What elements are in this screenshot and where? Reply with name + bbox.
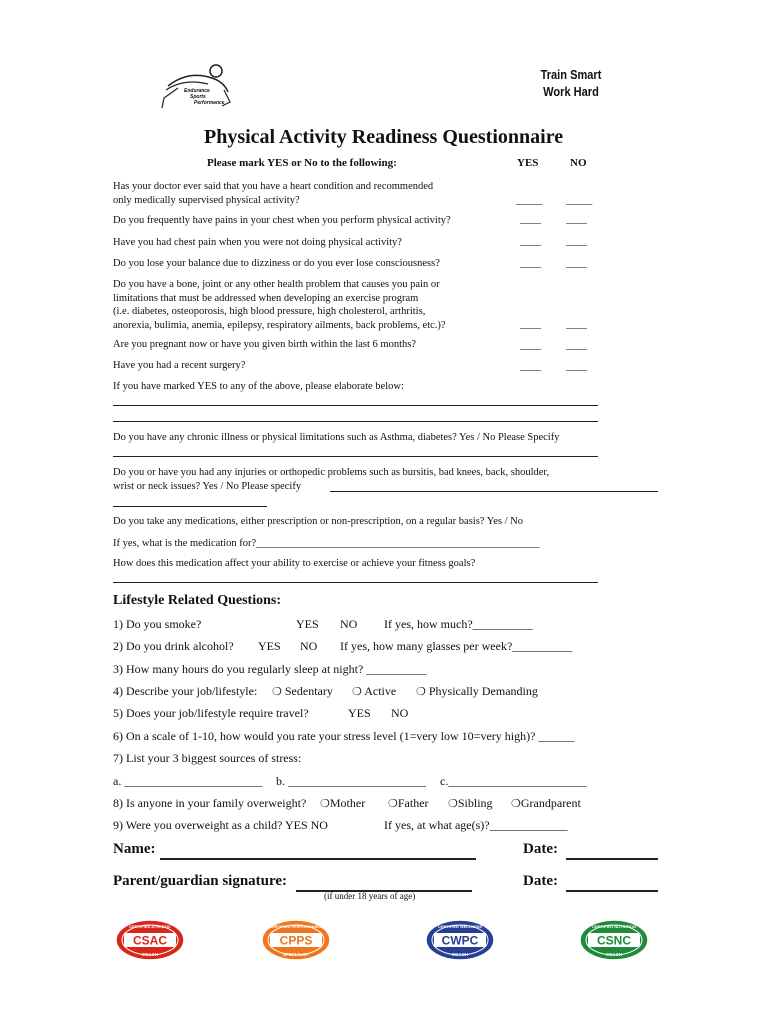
option-label: Sedentary (284, 684, 333, 698)
guardian-label: Parent/guardian signature: (113, 873, 288, 889)
option-label: Mother (329, 796, 366, 810)
col-no-header: NO (570, 157, 587, 169)
answer-no-4[interactable]: ____ (566, 258, 587, 269)
name-label: Name: (113, 841, 156, 857)
badge-code: CSAC (132, 933, 168, 948)
answer-yes-2[interactable]: ____ (520, 214, 541, 225)
badge-csnc (578, 918, 650, 967)
logo (158, 62, 240, 114)
csac-badge-icon (114, 918, 186, 962)
answer-no-5[interactable]: ____ (566, 319, 587, 330)
lifestyle-q7: 7) List your 3 biggest sources of stress: (113, 751, 302, 765)
q5-yes[interactable]: YES (348, 706, 371, 720)
q2-follow[interactable]: If yes, how many glasses per week?__________ (340, 639, 573, 653)
checkbox-circle-icon: ❍ (352, 686, 362, 698)
badge-top: CERTIFIED PERFORMANCE (269, 924, 323, 929)
answer-yes-1[interactable]: _____ (516, 195, 543, 206)
answer-yes-7[interactable]: ____ (520, 361, 541, 372)
q8-option-father[interactable] (388, 796, 429, 811)
question-text: limitations that must be addressed when developing an exercise program (113, 292, 419, 304)
q2-yes[interactable]: YES (258, 639, 281, 653)
question-text: only medically supervised physical activity? (113, 194, 300, 206)
lifestyle-q5: 5) Does your job/lifestyle require travel? (113, 706, 309, 720)
checkbox-circle-icon: ❍ (416, 686, 426, 698)
medication-affect-line[interactable] (113, 582, 598, 583)
lifestyle-q2: 2) Do you drink alcohol? (113, 639, 234, 653)
question-text: Do you frequently have pains in your chest when you perform physical activity? (113, 215, 451, 226)
lifestyle-q8: 8) Is anyone in your family overweight? (113, 796, 307, 810)
checkbox-circle-icon: ❍ (511, 798, 521, 810)
slogan-line: Work Hard (543, 84, 599, 99)
chronic-question: Do you have any chronic illness or physical limitations such as Asthma, diabetes? Yes / No Please Specify (113, 432, 560, 443)
instructions: Please mark YES or No to the following: (207, 157, 397, 169)
option-label: Grandparent (520, 796, 581, 810)
q1-follow[interactable]: If yes, how much?__________ (384, 617, 533, 631)
q7-c[interactable]: c._______________________ (440, 774, 587, 788)
lifestyle-q3[interactable]: 3) How many hours do you regularly sleep at night? __________ (113, 662, 427, 676)
q4-option-active[interactable] (352, 684, 396, 699)
badge-top: CERTIFIED WELLNESS (437, 924, 483, 929)
date-label-2: Date: (523, 873, 558, 889)
badge-code: CWPC (441, 933, 479, 948)
cwpc-badge-icon (424, 918, 496, 962)
question-text: Have you had chest pain when you were not doing physical activity? (113, 237, 402, 248)
option-label: Father (397, 796, 429, 810)
q7-a[interactable]: a. _______________________ (113, 774, 263, 788)
question-text: Do you lose your balance due to dizziness or do you ever lose consciousness? (113, 258, 440, 269)
page-title: Physical Activity Readiness Questionnaire (204, 126, 564, 148)
question-1 (113, 180, 433, 207)
option-label: Physically Demanding (428, 684, 538, 698)
checkbox-circle-icon: ❍ (320, 798, 330, 810)
injuries-answer-line[interactable] (330, 491, 658, 492)
answer-yes-5[interactable]: ____ (520, 319, 541, 330)
badge-csac (114, 918, 186, 967)
chronic-answer-line[interactable] (113, 456, 598, 457)
answer-no-6[interactable]: ____ (566, 340, 587, 351)
logo-text: Endurance (184, 88, 210, 94)
q4-option-sedentary[interactable] (272, 684, 333, 699)
q5-no[interactable]: NO (391, 706, 409, 720)
badge-cpps (260, 918, 332, 967)
q8-option-sibling[interactable] (448, 796, 493, 811)
elaborate-line-1[interactable] (113, 405, 598, 406)
logo-text: Performance (194, 100, 225, 106)
q1-no[interactable]: NO (340, 617, 358, 631)
badge-top: CERTIFIED ATHLETIC (129, 924, 171, 929)
badge-cwpc (424, 918, 496, 967)
badge-bottom: COACH (605, 952, 623, 957)
elaborate-line-2[interactable] (113, 421, 598, 422)
question-text: Do you or have you had any injuries or orthopedic problems such as bursitis, bad knees, back, shoulder, (113, 467, 550, 478)
badge-code: CSNC (596, 933, 632, 948)
question-2 (113, 214, 451, 228)
question-text: anorexia, bulimia, anemia, epilepsy, respiratory ailments, back problems, etc.)? (113, 319, 446, 331)
question-7 (113, 359, 245, 373)
lifestyle-q4: 4) Describe your job/lifestyle: (113, 684, 258, 698)
question-3 (113, 236, 402, 250)
option-label: Sibling (457, 796, 493, 810)
answer-yes-3[interactable]: ____ (520, 236, 541, 247)
elaborate-prompt: If you have marked YES to any of the above, please elaborate below: (113, 381, 404, 392)
q4-option-physically-demanding[interactable] (416, 684, 538, 699)
badge-bottom: SPECIALIST (282, 952, 310, 957)
answer-no-7[interactable]: ____ (566, 361, 587, 372)
question-text: (i.e. diabetes, osteoporosis, high blood pressure, high cholesterol, arthritis, (113, 306, 426, 317)
badge-top: CERTIFIED NUTRITION (592, 924, 636, 929)
medication-what[interactable]: If yes, what is the medication for?______________________________________________________ (113, 538, 540, 549)
q8-option-grandparent[interactable] (511, 796, 581, 811)
checkbox-circle-icon: ❍ (448, 798, 458, 810)
question-text: Has your doctor ever said that you have a heart condition and recommended (113, 181, 434, 192)
guardian-note: (if under 18 years of age) (324, 891, 416, 901)
cpps-badge-icon (260, 918, 332, 962)
answer-no-3[interactable]: ____ (566, 236, 587, 247)
question-text: wrist or neck issues? Yes / No Please specify (113, 480, 302, 492)
lifestyle-q6[interactable]: 6) On a scale of 1-10, how would you rate your stress level (1=very low 10=very high)? ______ (113, 729, 575, 743)
question-text: Do you have a bone, joint or any other health problem that causes you pain or (113, 279, 440, 290)
question-5 (113, 278, 446, 332)
name-line[interactable] (160, 858, 476, 860)
badge-bottom: COACH (141, 952, 159, 957)
badge-bottom: COACH (451, 952, 469, 957)
injuries-question (113, 466, 549, 493)
answer-no-1[interactable]: _____ (566, 195, 593, 206)
injuries-answer-line-2[interactable] (113, 506, 267, 507)
col-yes-header: YES (517, 157, 539, 169)
q7-b[interactable]: b. _______________________ (276, 774, 426, 788)
slogan-line: Train Smart (540, 67, 602, 82)
answer-yes-4[interactable]: ____ (520, 258, 541, 269)
q2-no[interactable]: NO (300, 639, 318, 653)
logo-text: Sports (190, 94, 206, 100)
checkbox-circle-icon: ❍ (272, 686, 282, 698)
q9-follow[interactable]: If yes, at what age(s)?_____________ (384, 818, 568, 832)
medication-affect: How does this medication affect your ability to exercise or achieve your fitness goals? (113, 558, 476, 569)
question-4 (113, 257, 440, 271)
date-line[interactable] (566, 858, 658, 860)
lifestyle-q1: 1) Do you smoke? (113, 617, 202, 631)
answer-yes-6[interactable]: ____ (520, 340, 541, 351)
lifestyle-q9: 9) Were you overweight as a child? YES NO (113, 818, 328, 832)
date-label: Date: (523, 841, 558, 857)
badge-code: CPPS (279, 933, 313, 948)
option-label: Active (364, 684, 397, 698)
q1-yes[interactable]: YES (296, 617, 319, 631)
answer-no-2[interactable]: ____ (566, 214, 587, 225)
checkbox-circle-icon: ❍ (388, 798, 398, 810)
question-text: Have you had a recent surgery? (113, 360, 246, 371)
q8-option-mother[interactable] (320, 796, 365, 811)
csnc-badge-icon (578, 918, 650, 962)
question-6 (113, 338, 416, 352)
slogan (524, 66, 618, 100)
date-line-2[interactable] (566, 890, 658, 892)
lifestyle-heading: Lifestyle Related Questions: (113, 593, 281, 608)
medications-question: Do you take any medications, either prescription or non-prescription, on a regular basis? Yes / No (113, 516, 523, 527)
question-text: Are you pregnant now or have you given birth within the last 6 months? (113, 339, 416, 350)
